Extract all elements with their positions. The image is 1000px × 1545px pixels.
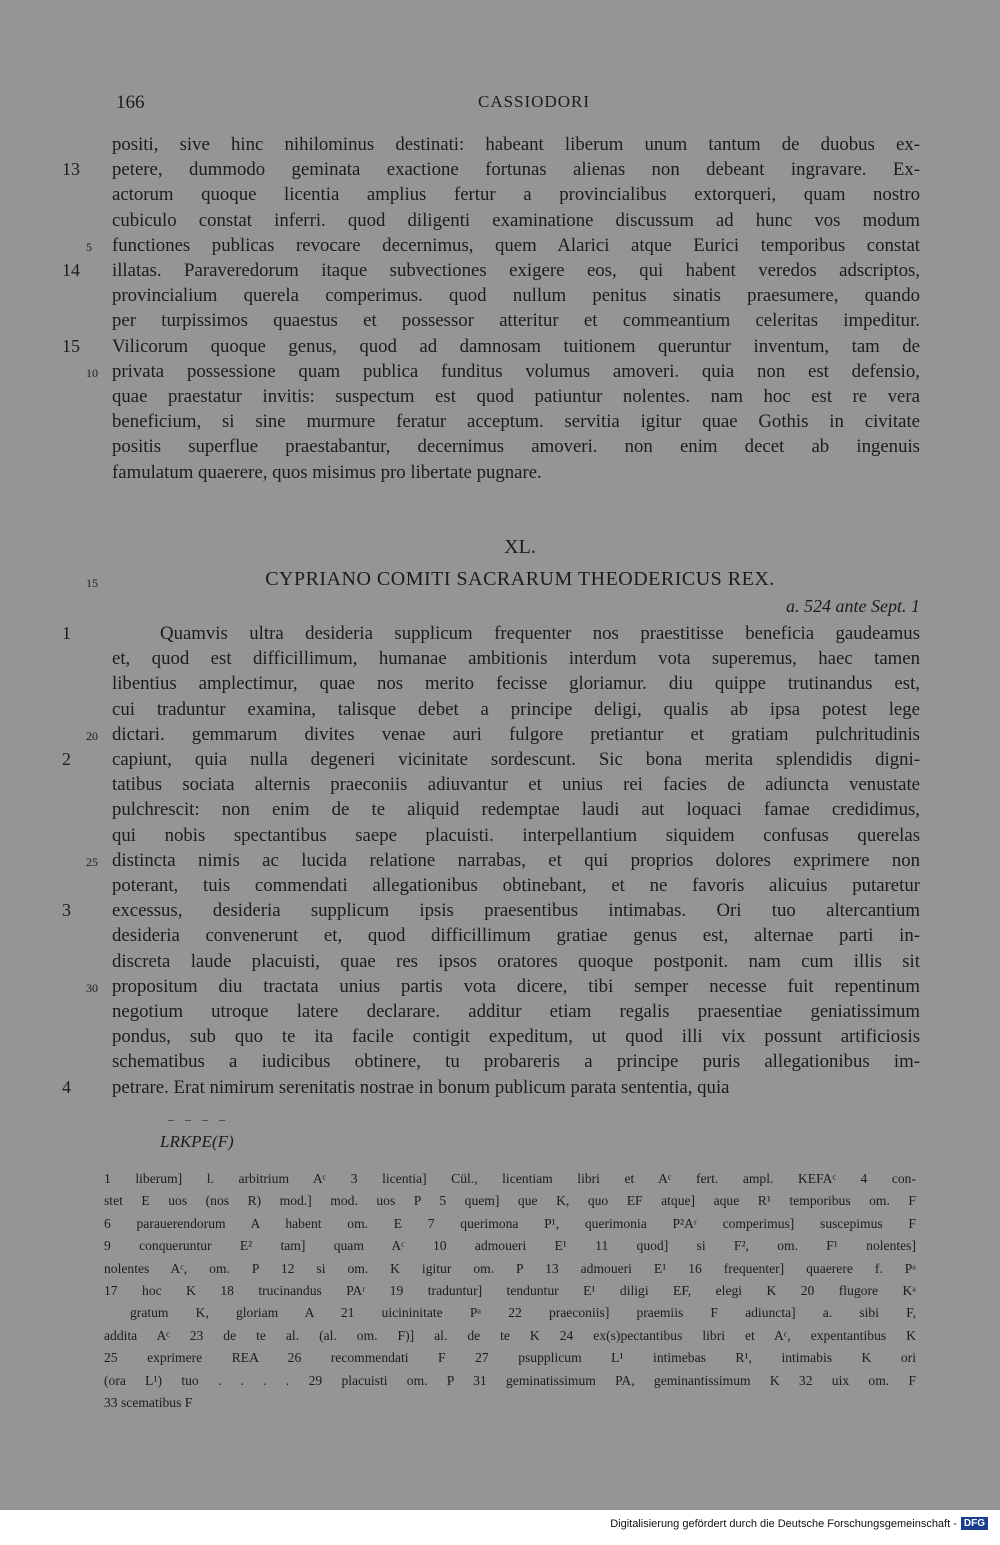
text-line: beneficium, si sine murmure feratur acceptum. servitia igitur quae Gothis in civitate [112, 411, 920, 433]
apparatus-line: 17 hoc K 18 trucinandus PAʳ 19 traduntur] tenduntur E¹ diligi EF, elegi K 20 flugore Kᵃ [104, 1283, 916, 1298]
apparatus-line: gratum K, gloriam A 21 uicininitate Pᵃ 22 praeconiis] praemiis F adiuncta] a. sibi F, [130, 1305, 916, 1321]
text-line: petere, dummodo geminata exactione fortunas alienas non debeant ingravare. Ex- [112, 159, 920, 181]
page-number: 166 [116, 92, 145, 113]
separator: – – – – [168, 1112, 229, 1126]
dfg-logo-icon: DFG [961, 1517, 988, 1530]
text-line: petrare. Erat nimirum serenitatis nostrae in bonum publicum parata sententia, quia [112, 1076, 730, 1098]
text-line: negotium utroque latere declarare. additur etiam regalis praesentiae geniatissimum [112, 1001, 920, 1022]
text-line: privata possessione quam publica funditus volumus amoveri. quia non est defensio, [112, 360, 920, 382]
section-date: a. 524 ante Sept. 1 [786, 596, 920, 616]
text-line: Quamvis ultra desideria supplicum frequenter nos praestitisse beneficia gaudeamus [160, 623, 920, 644]
text-line: desideria convenerunt et, quod difficillimum gratiae genus est, alternae parti in- [112, 925, 920, 947]
section-number-marker: 1 [62, 623, 71, 643]
text-line: pulchrescit: non enim de te aliquid redemptae laudi aut loquaci famae credidimus, [112, 799, 920, 821]
section-number-marker: 2 [62, 749, 71, 769]
section-number-marker: 14 [62, 260, 80, 280]
apparatus-line: 33 scematibus F [104, 1395, 193, 1410]
line-number: 30 [86, 980, 98, 995]
section-number: XL. [504, 536, 536, 558]
text-line: functiones publicas revocare decernimus, quem Alarici atque Eurici temporibus constat [112, 234, 920, 256]
text-line: cubiculo constat inferri. quod diligenti examinatione discussum ad hunc vos modum [112, 209, 920, 231]
text-line: illatas. Paraveredorum itaque subvectiones exigere eos, qui habent veredos adscriptos, [112, 260, 920, 281]
apparatus-line: 1 liberum] l. arbitrium Aᶜ 3 licentia] Cül., licentiam libri et Aᶜ fert. ampl. KEFAᶜ 4 con- [104, 1171, 916, 1186]
footer [610, 1517, 988, 1530]
running-title: CASSIODORI [477, 92, 591, 111]
line-number: 10 [86, 365, 98, 380]
text-line: positis superflue praestabantur, decernimus amoveri. non enim decet ab ingenuis [112, 436, 920, 458]
text-line: capiunt, quia nulla degeneri vicinitate sordescunt. Sic bona merita splendidis digni- [112, 749, 920, 770]
apparatus-line: 25 exprimere REA 26 recommendati F 27 psupplicum L¹ intimebas R¹, intimabis K ori [104, 1350, 916, 1366]
line-number: 5 [86, 239, 92, 254]
line-number: 15 [86, 576, 98, 590]
text-line: famulatum quaerere, quos misimus pro libertate pugnare. [112, 461, 542, 483]
apparatus-line: addita Aᶜ 23 de te al. (al. om. F)] al. de te K 24 ex(s)pectantibus libri et Aᶜ, expentantibus K [104, 1327, 916, 1343]
section-number-marker: 4 [62, 1076, 71, 1097]
section-number-marker: 3 [62, 900, 71, 921]
text-line: provincialium querela comperimus. quod nullum penitus sinatis praesumere, quando [112, 285, 920, 307]
text-line: tatibus sociata alternis praeconiis adiuvantur et unius rei facies de adiuncta venustate [112, 774, 920, 796]
apparatus-line: 6 parauerendorum A habent om. E 7 querimona P¹, querimonia P²Aʳ comperimus] suscepimus F [104, 1215, 916, 1231]
text-line: propositum diu tractata unius partis vota dicere, tibi semper necesse fuit repentinum [112, 975, 920, 997]
apparatus-line: 9 conqueruntur E² tam] quam Aᶜ 10 admoueri E¹ 11 quod] si F², om. F¹ nolentes] [104, 1238, 916, 1254]
apparatus-line: nolentes Aᶜ, om. P 12 si om. K igitur om. P 13 admoueri E¹ 16 frequenter] quaerere f. Pᵃ [104, 1260, 916, 1276]
text-line: positi, sive hinc nihilominus destinati: habeant liberum unum tantum de duobus ex- [112, 134, 920, 155]
text-line: schematibus a iudicibus obtinere, tu probareris a principe puris allegationibus im- [112, 1051, 920, 1073]
text-line: per turpissimos quaestus et possessor atteritur et commeantium celeritas impeditur. [112, 310, 920, 332]
text-line: pondus, sub quo te ita facile contigit expeditum, ut quod illi vix possunt artificiosis [112, 1026, 920, 1048]
text-line: qui nobis spectantibus saepe placuisti. interpellantium siquidem confusas querelas [112, 824, 920, 846]
text-line: excessus, desideria supplicum ipsis praesentibus intimabas. Ori tuo altercantium [112, 900, 920, 922]
text-line: discreta laude placuisti, quae res ipsos oratores quoque postponit. nam cum illis sit [112, 950, 920, 972]
text-line: quae praestatur invitis: suspectum est quod patiuntur nolentes. nam hoc est re vera [112, 386, 920, 407]
apparatus-line: stet E uos (nos R) mod.] mod. uos P 5 quem] que K, quo EF atque] aque R¹ temporibus om. F [104, 1193, 916, 1209]
text-line: actorum quoque licentia amplius fertur a provincialibus extorqueri, quam nostro [112, 184, 920, 206]
section-number-marker: 15 [62, 335, 80, 356]
line-number: 20 [86, 728, 98, 743]
text-line: et, quod est difficillimum, humanae ambitionis interdum vota superemus, haec tamen [112, 648, 920, 670]
text-line: distincta nimis ac lucida relatione narrabas, et qui proprios dolores exprimere non [112, 849, 920, 871]
footer-text: Digitalisierung gefördert durch die Deutsche Forschungsgemeinschaft - [610, 1517, 957, 1530]
text-line: Vilicorum quoque genus, quod ad damnosam tuitionem queruntur inventum, tam de [112, 335, 920, 357]
sigla: LRKPE(F) [160, 1132, 234, 1151]
section-heading: CYPRIANO COMITI SACRARUM THEODERICUS REX. [265, 568, 775, 590]
text-line: cui traduntur examina, talisque debet a principe deligi, qualis ab ipsa potest lege [112, 698, 920, 720]
section-number-marker: 13 [62, 159, 80, 180]
text-line: libentius amplectimur, quae nos merito fecisse gloriamur. diu quippe trutinandus est, [112, 673, 920, 695]
apparatus-line: (ora L¹) tuo . . . . 29 placuisti om. P 31 geminatissimum PA, geminantissimum K 32 uix om. F [104, 1372, 916, 1388]
line-number: 25 [86, 854, 98, 869]
text-line: poterant, tuis commendati allegationibus obtinebant, et ne favoris alicuius putaretur [112, 875, 920, 896]
text-line: dictari. gemmarum divites venae auri fulgore pretiantur et gratiam pulchritudinis [112, 723, 920, 745]
